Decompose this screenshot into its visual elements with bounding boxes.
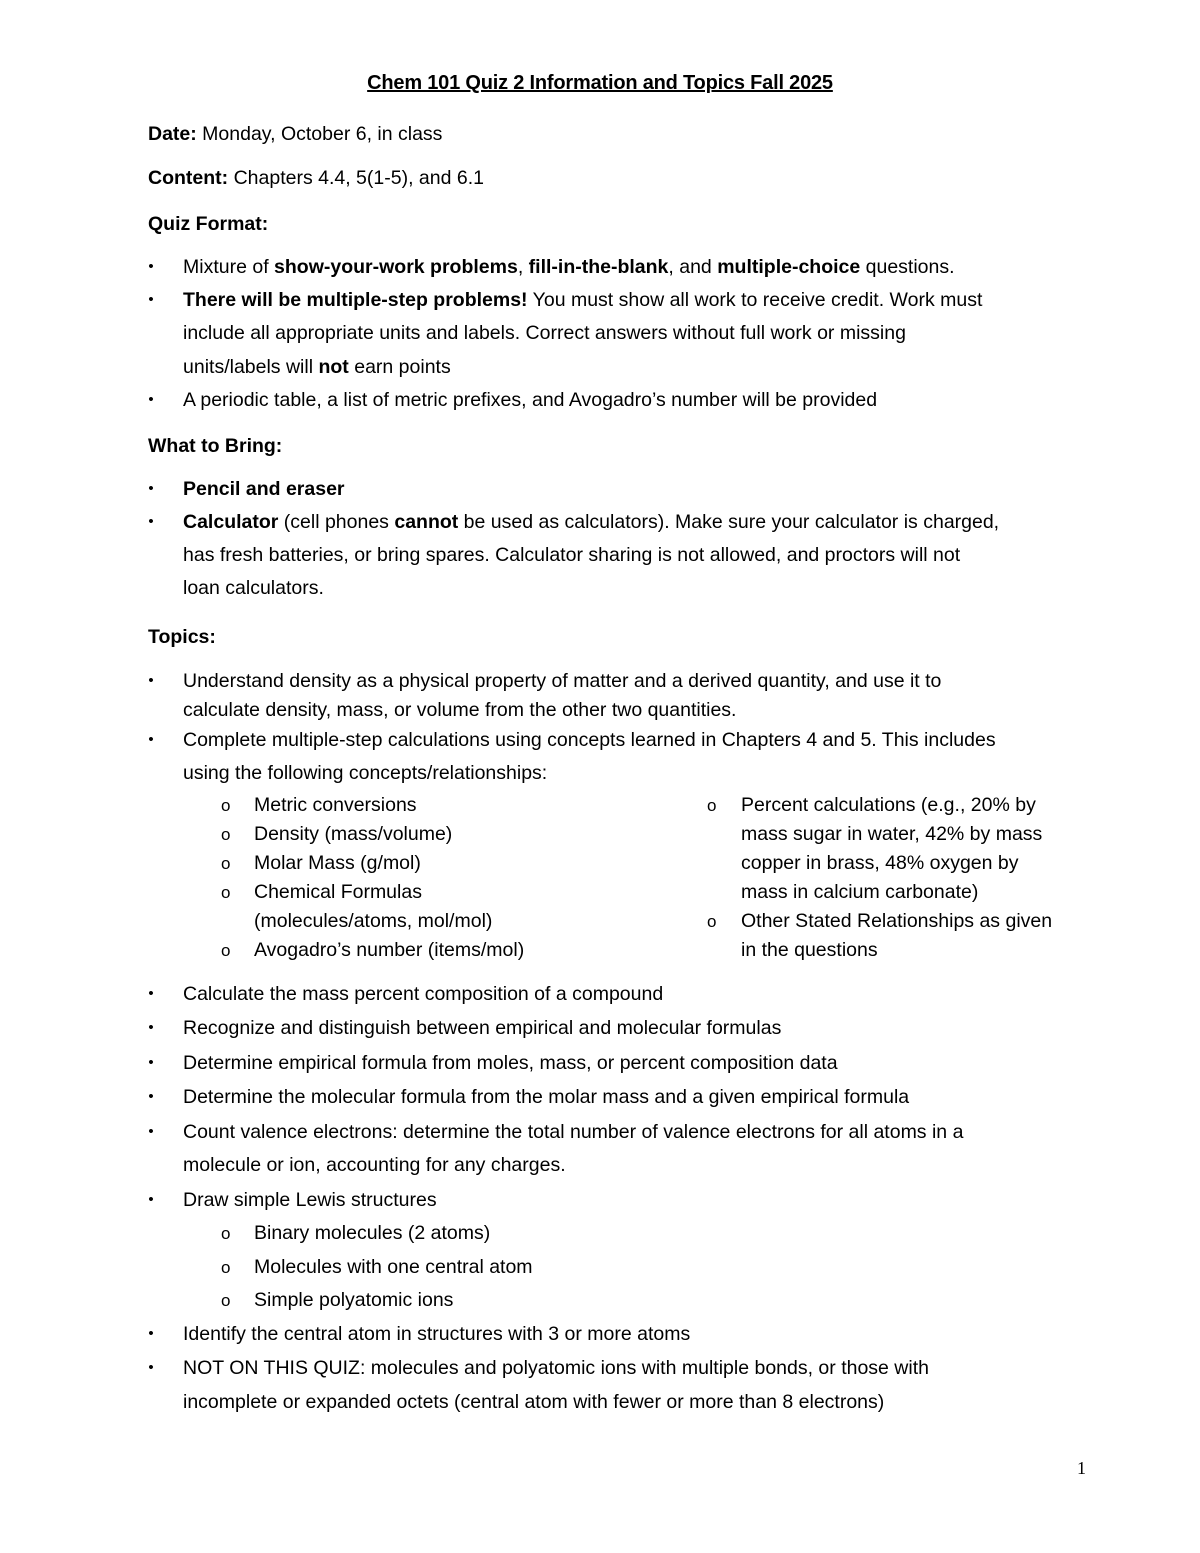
- sub-bullet-icon: [221, 936, 230, 965]
- bullet-icon: [146, 1088, 156, 1105]
- topic-9: Identify the central atom in structures with 3 or more atoms: [183, 1323, 691, 1345]
- bold-span: fill-in-the-blank: [528, 256, 669, 278]
- quiz-format-heading: Quiz Format:: [148, 213, 269, 235]
- sub-bullet-icon: [221, 820, 230, 849]
- bullet-icon: [146, 391, 156, 408]
- bring-item-1: Pencil and eraser: [183, 478, 345, 500]
- text-span: ,: [517, 256, 529, 278]
- topic-8: Draw simple Lewis structures: [183, 1189, 437, 1211]
- concept-percent-line-2: mass sugar in water, 42% by mass: [741, 823, 1043, 845]
- sub-bullet-icon: [221, 1286, 230, 1315]
- what-to-bring-heading: What to Bring:: [148, 435, 283, 457]
- page-number: 1: [1077, 1458, 1086, 1478]
- topic-2-line-2: using the following concepts/relationships:: [183, 762, 548, 784]
- bullet-icon: [146, 1123, 156, 1140]
- sub-bullet-icon: [707, 907, 716, 936]
- bold-span: Calculator: [183, 511, 279, 533]
- text-span: be used as calculators). Make sure your calculator is charged,: [458, 511, 1000, 533]
- concept-other-line-1: Other Stated Relationships as given: [741, 910, 1053, 932]
- text-span: (cell phones: [278, 511, 395, 533]
- bullet-icon: [146, 1191, 156, 1208]
- concept-chemical-formulas: Chemical Formulas: [254, 881, 422, 903]
- bullet-icon: [146, 291, 156, 308]
- content-value: Chapters 4.4, 5(1-5), and 6.1: [228, 167, 484, 189]
- document-title: Chem 101 Quiz 2 Information and Topics Fall 2025: [367, 72, 833, 94]
- sub-bullet-icon: [221, 791, 230, 820]
- quiz-format-item-2-line-2: include all appropriate units and labels. Correct answers without full work or missing: [183, 322, 906, 344]
- topic-6: Determine the molecular formula from the molar mass and a given empirical formula: [183, 1086, 910, 1108]
- quiz-format-item-2-line-3: [183, 351, 451, 384]
- concept-density: Density (mass/volume): [254, 823, 453, 845]
- topic-1-line-1: Understand density as a physical property of matter and a derived quantity, and use it to: [183, 670, 942, 692]
- concept-metric-conversions: Metric conversions: [254, 794, 417, 816]
- bullet-icon: [146, 1019, 156, 1036]
- sub-bullet-icon: [221, 1219, 230, 1248]
- bullet-icon: [146, 513, 156, 530]
- bullet-icon: [146, 985, 156, 1002]
- concept-chemical-formulas-detail: (molecules/atoms, mol/mol): [254, 910, 493, 932]
- topic-4: Recognize and distinguish between empirical and molecular formulas: [183, 1017, 782, 1039]
- topic-2-line-1: Complete multiple-step calculations using concepts learned in Chapters 4 and 5. This includes: [183, 729, 996, 751]
- bullet-icon: [146, 1054, 156, 1071]
- bold-span: cannot: [394, 511, 459, 533]
- lewis-binary-molecules: Binary molecules (2 atoms): [254, 1222, 491, 1244]
- bring-item-2-line-3: loan calculators.: [183, 577, 324, 599]
- date-label: Date:: [148, 123, 197, 145]
- quiz-format-item-2-line-1: [183, 284, 982, 317]
- bring-item-2-line-1: [183, 506, 999, 539]
- topic-7-line-2: molecule or ion, accounting for any charges.: [183, 1154, 566, 1176]
- quiz-format-item-1: [183, 251, 955, 284]
- bold-span: not: [318, 356, 349, 378]
- sub-bullet-icon: [221, 1253, 230, 1282]
- lewis-one-central-atom: Molecules with one central atom: [254, 1256, 533, 1278]
- text-span: Mixture of: [183, 256, 275, 278]
- sub-bullet-icon: [221, 878, 230, 907]
- text-span: units/labels will: [183, 356, 319, 378]
- text-span: questions.: [860, 256, 955, 278]
- bullet-icon: [146, 480, 156, 497]
- sub-bullet-icon: [707, 791, 716, 820]
- bold-span: There will be multiple-step problems!: [183, 289, 528, 311]
- bullet-icon: [146, 731, 156, 748]
- concept-molar-mass: Molar Mass (g/mol): [254, 852, 421, 874]
- bullet-icon: [146, 1325, 156, 1342]
- concept-avogadro: Avogadro’s number (items/mol): [254, 939, 525, 961]
- concept-other-line-2: in the questions: [741, 939, 878, 961]
- bullet-icon: [146, 672, 156, 689]
- quiz-format-item-3: A periodic table, a list of metric prefixes, and Avogadro’s number will be provided: [183, 389, 878, 411]
- date-line: [148, 118, 442, 151]
- content-line: [148, 162, 484, 195]
- concept-percent-line-1: Percent calculations (e.g., 20% by: [741, 794, 1036, 816]
- content-label: Content:: [148, 167, 229, 189]
- text-span: , and: [668, 256, 718, 278]
- topic-7-line-1: Count valence electrons: determine the total number of valence electrons for all atoms in a: [183, 1121, 964, 1143]
- concept-percent-line-3: copper in brass, 48% oxygen by: [741, 852, 1019, 874]
- sub-bullet-icon: [221, 849, 230, 878]
- bold-span: show-your-work problems: [274, 256, 518, 278]
- topic-3: Calculate the mass percent composition of a compound: [183, 983, 664, 1005]
- concept-percent-line-4: mass in calcium carbonate): [741, 881, 979, 903]
- bold-span: multiple-choice: [717, 256, 861, 278]
- topic-10-line-1: NOT ON THIS QUIZ: molecules and polyatomic ions with multiple bonds, or those with: [183, 1357, 929, 1379]
- topic-5: Determine empirical formula from moles, mass, or percent composition data: [183, 1052, 838, 1074]
- bullet-icon: [146, 1359, 156, 1376]
- topic-1-line-2: calculate density, mass, or volume from the other two quantities.: [183, 699, 737, 721]
- date-value: Monday, October 6, in class: [196, 123, 443, 145]
- bring-item-2-line-2: has fresh batteries, or bring spares. Calculator sharing is not allowed, and proctors will not: [183, 544, 961, 566]
- text-span: You must show all work to receive credit. Work must: [527, 289, 983, 311]
- lewis-polyatomic-ions: Simple polyatomic ions: [254, 1289, 454, 1311]
- topics-heading: Topics:: [148, 626, 216, 648]
- text-span: earn points: [348, 356, 451, 378]
- topic-10-line-2: incomplete or expanded octets (central atom with fewer or more than 8 electrons): [183, 1391, 885, 1413]
- bullet-icon: [146, 258, 156, 275]
